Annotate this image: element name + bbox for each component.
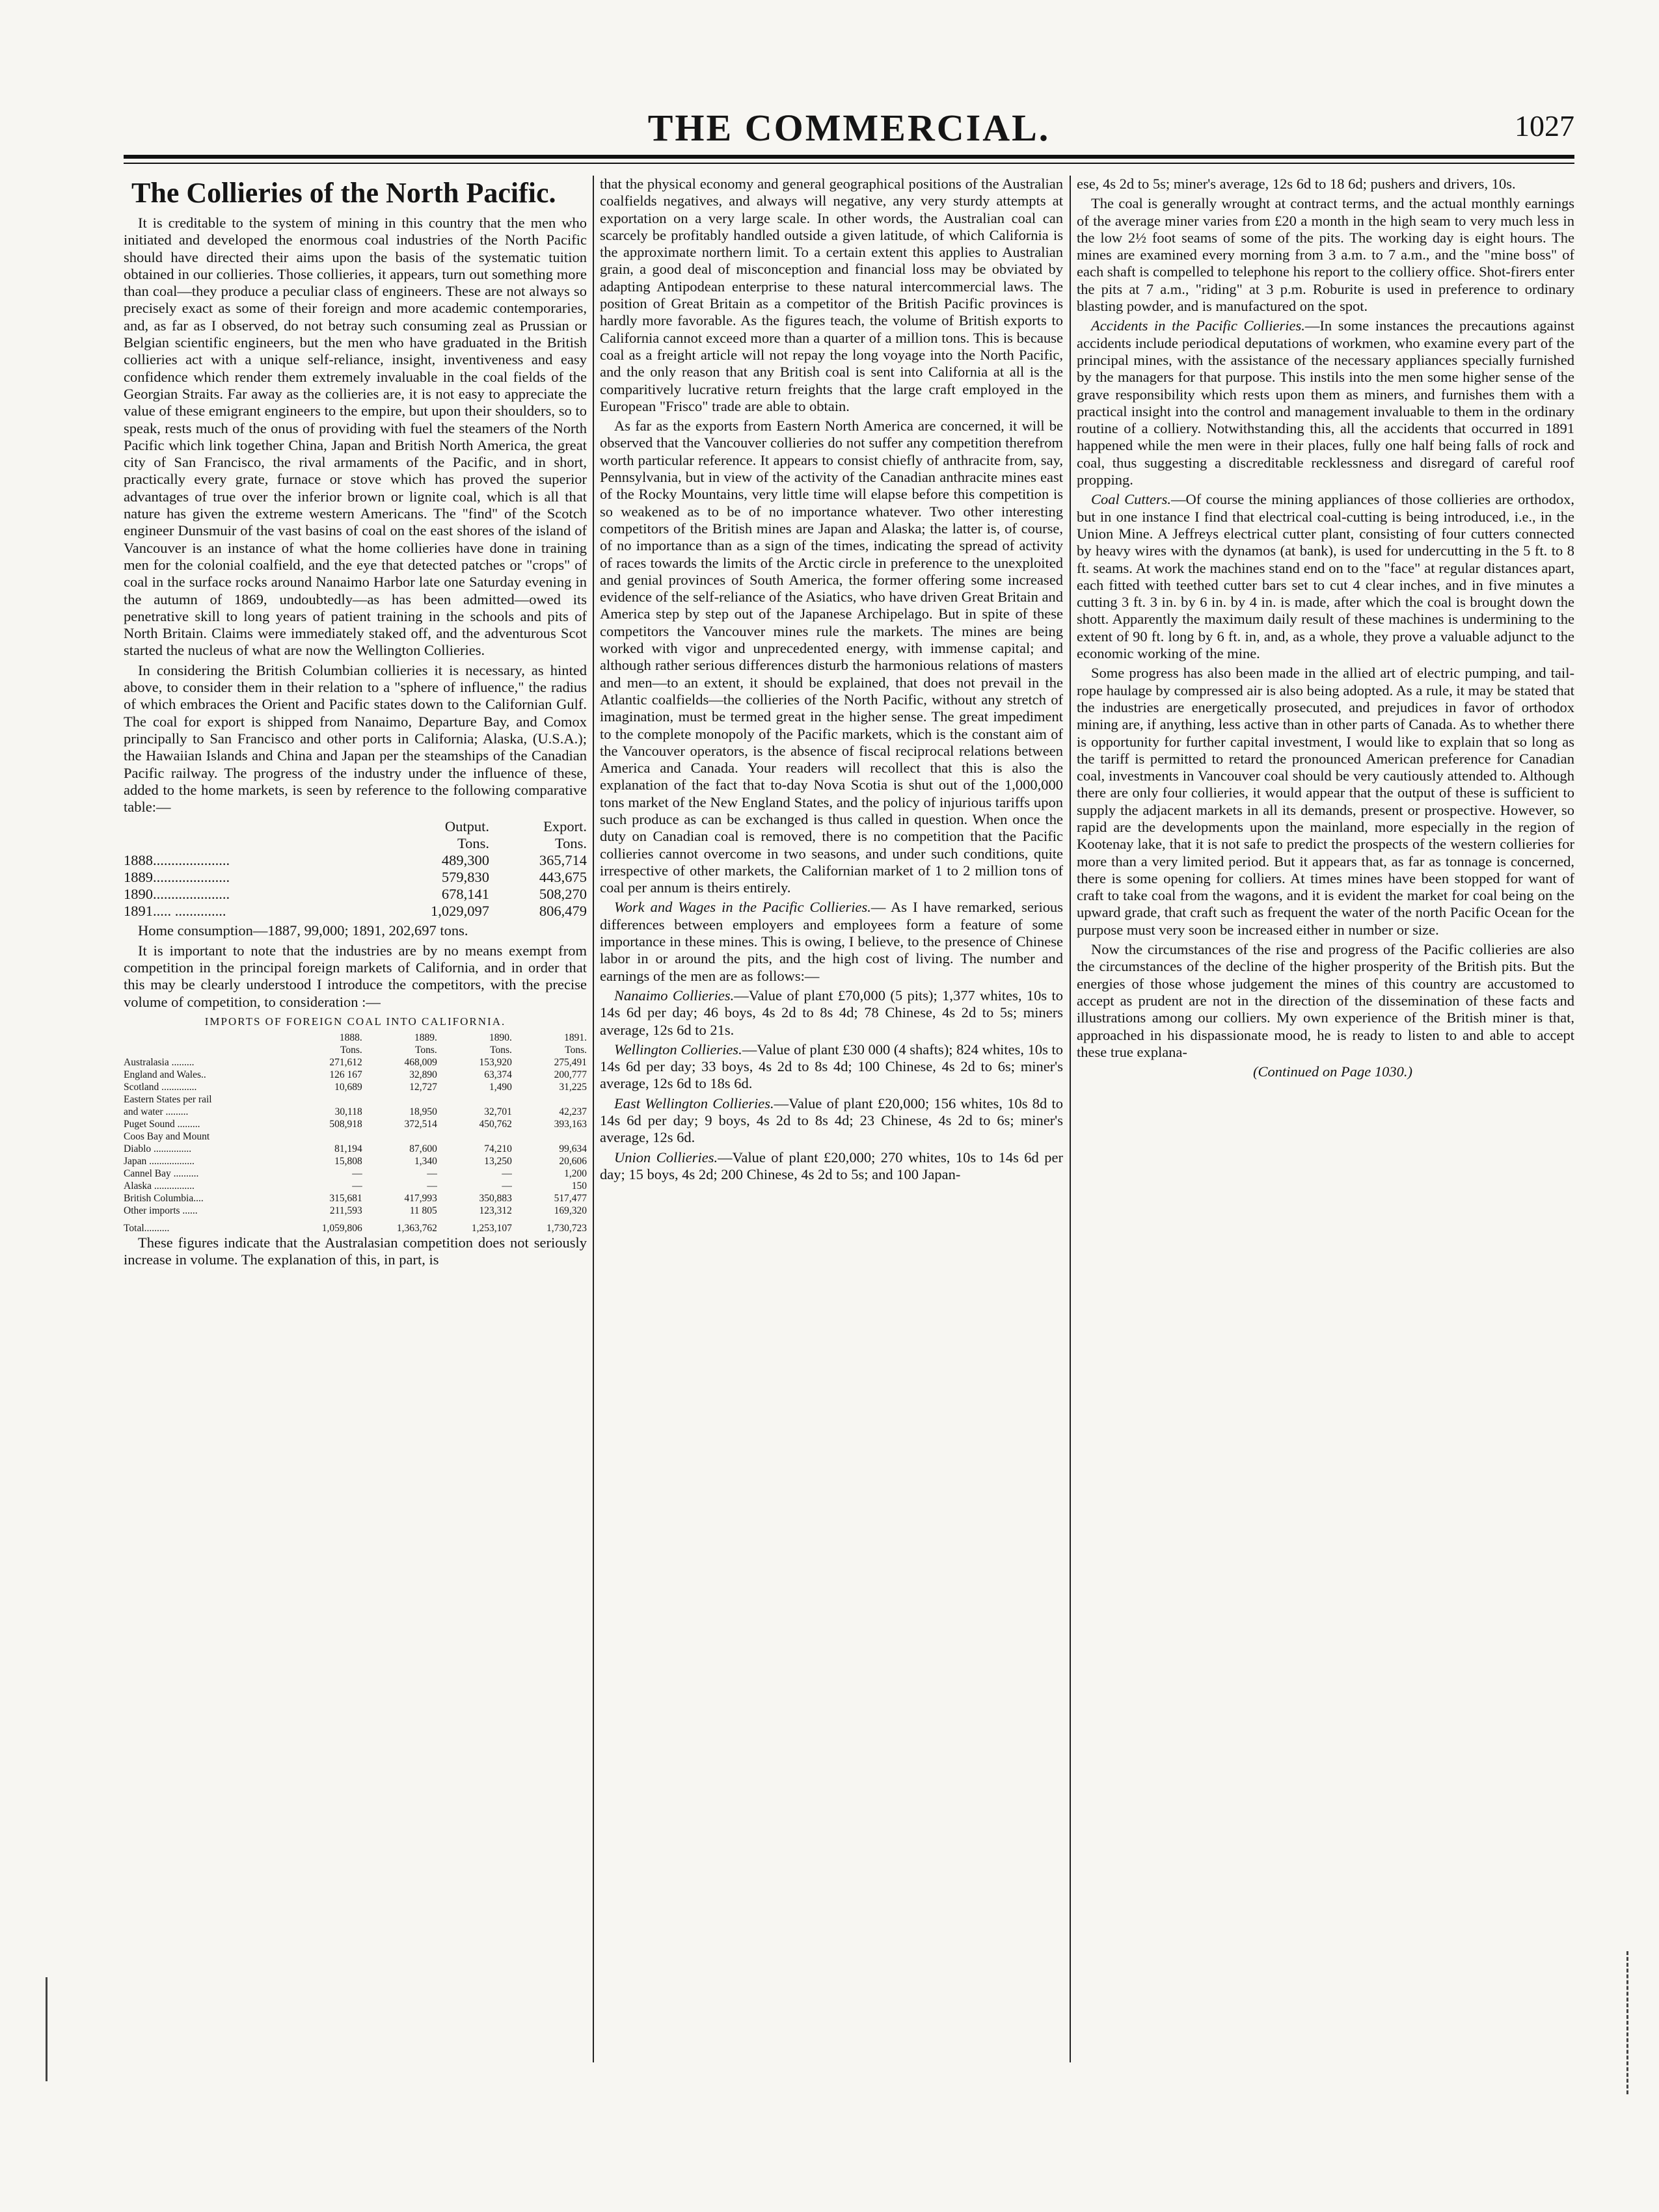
value-cell: 468,009 [404, 1057, 437, 1069]
column-unit: Tons. [457, 835, 489, 852]
table-row [124, 1106, 587, 1118]
source-cell: Scotland .............. [124, 1082, 197, 1093]
section-text: —Value of plant £70,000 (5 pits); 1,377 whites, 10s to 14s 6d per day; 46 boys, 4s 2d to 8s 4d; 78 Chinese, 4s 2d to 5s; miners average, 12s 6d to 21s. [600, 987, 1063, 1038]
total-cell: 1,730,723 [546, 1223, 587, 1234]
page-number: 1027 [1515, 109, 1574, 142]
output-cell: 489,300 [441, 852, 489, 869]
value-cell: 450,762 [479, 1119, 512, 1130]
paragraph: In considering the British Columbian collieries it is necessary, as hinted above, to consider them in their relation to a "sphere of influence," the radius of which embraces the Orient and Pacific states down to the Californian Gulf. The coal for export is shipped from Nanaimo, Departure Bay, and Comox principally to San Francisco and other ports in California; Alaska, (U.S.A.); the Hawaiian Islands and China and Japan per the steamships of the Canadian Pacific railway. The progress of the industry under the influence of these, added to the home markets, is seen by reference to the following comparative table:— [124, 661, 587, 816]
unit-header: Tons. [490, 1045, 512, 1056]
value-cell [512, 1130, 587, 1143]
paragraph: that the physical economy and general geographical positions of the Australian coalfields negatives, and always will negative, any very sturdy attempts at exportation on a very large scale. In other words, the Australian coal can scarcely be profitably handled outside a given latitude, of which California is the approximate northern limit. To a certain extent this applies to Australian grain, a good deal of misconception and financial loss may be obviated by adapting Antipodean enterprise to these natural intercommercial laws. The position of Great Britain as a competitor of the British Pacific provinces is hardly more favorable. As the figures teach, the volume of British exports to California cannot exceed more than a quarter of a million tons. This is because coal as a freight article will not repay the long voyage into the North Pacific, and the only reason that any British coal is sent into California at all is the comparitively lucrative return freights that the large craft employed in the European "Frisco" trade are able to obtain. [600, 176, 1063, 414]
output-cell: 678,141 [441, 886, 489, 903]
year-header: 1891. [564, 1032, 587, 1044]
export-cell: 508,270 [539, 886, 587, 903]
value-cell: — [427, 1168, 437, 1180]
total-label: Total.......... [124, 1223, 170, 1234]
article-title: The Collieries of the North Pacific. [131, 177, 556, 209]
value-cell: 13,250 [484, 1156, 512, 1167]
value-cell: — [502, 1168, 512, 1180]
column-1 [124, 176, 587, 2062]
year-header: 1889. [414, 1032, 437, 1044]
year-header: 1890. [489, 1032, 512, 1044]
header-rule-thin [124, 163, 1574, 164]
value-cell: 1,490 [489, 1082, 512, 1093]
value-cell: — [427, 1180, 437, 1192]
section-heading: Work and Wages in the Pacific Collieries. [614, 899, 871, 916]
source-cell: Diablo ............... [124, 1143, 192, 1155]
continued-note: (Continued on Page 1030.) [1253, 1063, 1412, 1080]
unit-header: Tons. [565, 1045, 587, 1056]
unit-header: Tons. [340, 1045, 362, 1056]
value-cell: — [352, 1180, 362, 1192]
value-cell [362, 1093, 437, 1106]
value-cell: 211,593 [329, 1205, 362, 1217]
section-text: — As I have remarked, serious differences between employers and employees form a feature of some importance in these mines. This is owing, I believe, to the presence of Chinese labor in or around the pits, and the high cost of living. The number and earnings of the men are as follows:— [600, 899, 1063, 984]
source-cell: England and Wales.. [124, 1069, 206, 1081]
paragraph [600, 899, 1063, 984]
value-cell [437, 1093, 512, 1106]
source-cell: Cannel Bay .......... [124, 1168, 199, 1180]
section-heading: Nanaimo Collieries. [614, 987, 735, 1004]
value-cell: 153,920 [479, 1057, 512, 1069]
total-cell: 1,253,107 [471, 1223, 512, 1234]
export-cell: 806,479 [539, 903, 587, 920]
output-export-table [124, 818, 587, 920]
table-row [124, 1069, 587, 1081]
source-cell: Australasia ......... [124, 1057, 195, 1069]
paragraph [600, 1041, 1063, 1093]
source-cell: and water ......... [124, 1106, 189, 1118]
value-cell: 271,612 [329, 1057, 362, 1069]
source-cell: Japan .................. [124, 1156, 195, 1167]
source-cell: Alaska ................ [124, 1180, 195, 1192]
table-row [124, 1205, 587, 1217]
year-cell: 1889..................... [124, 869, 230, 886]
column-divider [593, 176, 594, 2062]
masthead [124, 101, 1574, 159]
value-cell: 11 805 [409, 1205, 437, 1217]
value-cell [288, 1093, 362, 1106]
value-cell [512, 1093, 587, 1106]
value-cell: 315,681 [329, 1193, 362, 1205]
export-cell: 365,714 [539, 852, 587, 869]
table-row [124, 1056, 587, 1069]
output-cell: 579,830 [441, 869, 489, 886]
section-heading: East Wellington Collieries. [614, 1095, 774, 1112]
value-cell: 372,514 [404, 1119, 437, 1130]
table-row [124, 869, 587, 886]
value-cell: 32,890 [409, 1069, 437, 1081]
section-heading: Accidents in the Pacific Collieries. [1091, 317, 1305, 334]
table-row [124, 1143, 587, 1155]
paragraph: It is creditable to the system of mining in this country that the men who initiated and developed the enormous coal industries of the North Pacific should have directed their aims upon the basis of the systematic tuition obtained in our collieries. Those collieries, it appears, turn out something more than coal—they produce a peculiar class of engineers. These are not always so precisely exact as some of their foreign and more academic contemporaries, and, as far as I observed, do not betray such consuming zeal as Prussian or Belgian scientific engineers, but the men who have graduated in the British collieries act with a unique self-reliance, insight, inventiveness and easy confidence which render them extremely invaluable in the coal fields of the Georgian Straits. Far away as the collieries are, it is not easy to appreciate the value of these emigrant engineers to the empire, but upon their shoulders, so to speak, rests much of the onus of providing with fuel the steamers of the North Pacific which link together China, Japan and British North America, the great city of San Francisco, the rival armaments of the Pacific, and in short, practically every grate, furnace or stove which has proved the superior advantages of true over the inferior brown or lignite coal, which is all that nature has given the extreme western Americans. The "find" of the Scotch engineer Dunsmuir of the vast basins of coal on the east shores of the island of Vancouver is an instance of what the home collieries have done in training men for the colonial coalfield, and the eye that detected patches or "crops" of coal in the surface rocks around Nanaimo Harbor late one Saturday evening in the autumn of 1869, undoubtedly—as has been admitted—owed its penetrative skill to long years of patient training in the schools and pits of North Britain. Claims were immediately staked off, and the adventurous Scot started the nucleus of what are now the Wellington Collieries. [124, 215, 587, 659]
paragraph [600, 987, 1063, 1039]
value-cell: 417,993 [404, 1193, 437, 1205]
column-header: Output. [444, 818, 489, 835]
paragraph [600, 1149, 1063, 1184]
source-cell: Coos Bay and Mount [124, 1131, 210, 1143]
paragraph: Home consumption—1887, 99,000; 1891, 202,697 tons. [138, 922, 468, 939]
value-cell: 63,374 [484, 1069, 512, 1081]
value-cell: 42,237 [559, 1106, 587, 1118]
value-cell: — [502, 1180, 512, 1192]
table-row [124, 1118, 587, 1130]
imports-table-body [124, 1056, 587, 1217]
journal-title: THE COMMERCIAL. [647, 107, 1051, 149]
column-2 [600, 176, 1063, 2062]
table-row [124, 1167, 587, 1180]
column-3 [1077, 176, 1574, 2062]
unit-header: Tons. [415, 1045, 437, 1056]
value-cell: 393,163 [554, 1119, 587, 1130]
value-cell [437, 1130, 512, 1143]
total-row [124, 1217, 587, 1234]
value-cell: 18,950 [409, 1106, 437, 1118]
value-cell: 30,118 [334, 1106, 362, 1118]
table-row [124, 1093, 587, 1106]
source-cell: British Columbia.... [124, 1193, 204, 1205]
value-cell: 275,491 [554, 1057, 587, 1069]
value-cell: 1,200 [564, 1168, 587, 1180]
paragraph: Now the circumstances of the rise and progress of the Pacific collieries are also the circumstances of the decline of the higher prosperity of the British pits. But the energies of those whose judgement the mines of this country are accustomed to accept as prudent are not in the direction of the dissemination of these facts and illustrations among our colliers. My own experience of the British miner is that, approached in his dispassionate mood, he is ready to listen to and able to accept these true explana- [1077, 941, 1574, 1060]
table-row [124, 1155, 587, 1167]
value-cell: 1,340 [414, 1156, 437, 1167]
value-cell: 350,883 [479, 1193, 512, 1205]
section-heading: Wellington Collieries. [614, 1041, 742, 1058]
table-row [124, 1130, 587, 1143]
value-cell: 15,808 [334, 1156, 362, 1167]
value-cell: 31,225 [559, 1082, 587, 1093]
table-row [124, 886, 587, 903]
section-text: —Value of plant £20,000; 156 whites, 10s 8d to 14s 6d per day; 9 boys, 4s 2d to 8s 4d; 23 Chinese, 4s 2d to 6s; miner's average, 12s 6d. [600, 1095, 1063, 1146]
paragraph: As far as the exports from Eastern North America are concerned, it will be observed that the Vancouver collieries do not suffer any competition therefrom worth particular reference. It appears to consist chiefly of anthracite from, say, Pennsylvania, but in view of the activity of the Canadian anthracite mines east of the Rocky Mountains, very little time will elapse before this competition is so weakened as to be of no importance whatever. Two other interesting competitors of the British mines are Japan and Alaska; the latter is, of course, of no importance than as a sign of the times, indicating the spread of activity of races towards the limits of the Arctic circle in preference to the unexploited and genial provinces of South America, the former offering some increased evidence of the self-reliance of the Asiatics, who have driven Great Britain and America step by step out of the Japanese Archipelago. But in spite of these competitors the Vancouver mines rule the markets. The mines are being worked with vigor and unprecedented energy, with immense capital; and although rather serious differences disturb the harmonious relations of masters and men—to an extent, it should be explained, that does not prevail in the Atlantic coalfields—the collieries of the North Pacific, without any stretch of imagination, must be termed great in the higher sense. The great impediment to the complete monopoly of the Pacific markets, which is the constant aim of the Vancouver operators, is the absence of fiscal reciprocal relations between America and Canada. Your readers will recollect that this is also the explanation of the fact that to-day Nova Scotia is shut out of the 1,000,000 tons market of the New England States, and the policy of injurious tariffs upon such produce as can be exchanged is thus called in question. When once the duty on Canadian coal is removed, there is no competition that the Pacific collieries cannot overcome in two seasons, and under such conditions, quite irrespective of other markets, the Californian market of 1 to 2 million tons of coal per annum is theirs entirely. [600, 418, 1063, 896]
value-cell: 150 [571, 1180, 587, 1192]
value-cell: 517,477 [554, 1193, 587, 1205]
section-heading: Coal Cutters. [1091, 491, 1171, 508]
total-cell: 1,363,762 [396, 1223, 437, 1234]
imports-table-title: IMPORTS OF FOREIGN COAL INTO CALIFORNIA. [204, 1015, 506, 1028]
paragraph: The coal is generally wrought at contract terms, and the actual monthly earnings of the average miner varies from £20 a month in the high seam to very much less in the low 2½ foot seams of some of the pits. The working day is eight hours. The mines are examined every morning from 3 a.m. to 7 a.m., and the "mine boss" of each shaft is compelled to telephone his report to the colliery office. Shot-firers enter the pits at 7 a.m., "riding" at 3 p.m. Roburite is used in preference to ordinary blasting powder, and is manufactured on the spot. [1077, 195, 1574, 315]
table-row [124, 852, 587, 869]
export-cell: 443,675 [539, 869, 587, 886]
paragraph: ese, 4s 2d to 5s; miner's average, 12s 6d to 18 6d; pushers and drivers, 10s. [1077, 176, 1516, 192]
column-divider [1070, 176, 1071, 2062]
source-cell: Other imports ...... [124, 1205, 198, 1217]
table-row [124, 903, 587, 920]
section-heading: Union Collieries. [614, 1149, 718, 1166]
section-text: —Value of plant £20,000; 270 whites, 10s to 14s 6d per day; 15 boys, 4s 2d; 200 Chinese, 4s 2d to 5s; and 100 Japan- [600, 1149, 1063, 1182]
paragraph [1077, 491, 1574, 662]
table-row [124, 1081, 587, 1093]
header-rule-thick [124, 155, 1574, 159]
value-cell [362, 1130, 437, 1143]
section-text: —Of course the mining appliances of those collieries are orthodox, but in one instance I find that electrical coal-cutting is being introduced, i.e., in the Union Mine. A Jeffreys electrical cutter plant, consisting of four cutters connected by heavy wires with the dynamos (at bank), is used for undercutting in the 5 ft. to 8 ft. seams. At work the machines stand end on to the "face" at regular distances apart, each fitted with teethed cutter bars set to cut 4 clear inches, and in five minutes a cutting 3 ft. 3 in. by 6 in. by 4 in. is made, after which the coal is brought down the shott. Apparently the maximum daily result of these machines is undermining to the extent of 90 ft. long by 6 ft. in, and, as a whole, they prove a valuable adjunct to the economic working of the mine. [1077, 491, 1574, 662]
paragraph: It is important to note that the industries are by no means exempt from competition in the principal foreign markets of California, and in order that this may be clearly understood I introduce the competitors, with the precise volume of competition, to consideration :— [124, 942, 587, 1010]
value-cell: 87,600 [409, 1143, 437, 1155]
section-text: —Value of plant £30 000 (4 shafts); 824 whites, 10s to 14s 6d per day; 33 boys, 4s 2d to 8s 4d; 100 Chinese, 4s 2d to 6s; miner's average, 12s 6d to 18s 6d. [600, 1041, 1063, 1092]
source-cell: Puget Sound ......... [124, 1119, 200, 1130]
column-header: Export. [543, 818, 587, 835]
value-cell: 12,727 [409, 1082, 437, 1093]
paragraph: Some progress has also been made in the allied art of electric pumping, and tail-rope haulage by compressed air is also being adopted. As a rule, it may be stated that the industries are energetically prosecuted, and prejudices in favor of orthodox mining are, if anything, less active than in other parts of Canada. As to whether there is opportunity for further capital investment, I would like to explain that so long as the tariff is permitted to retard the pronounced American preference for Canadian coal, investments in Vancouver coal should be very cautiously attended to. Although there are only four collieries, it would appear that the output of these is sufficient to supply the adjacent markets in all its demands, present or prospective. However, so rapid are the developments upon the mainland, more especially in the region of Kootenay lake, that it is not safe to predict the prospects of the western collieries for more than a very limited period. But it appears that, as far as tonnage is concerned, there is some opening for colliers. At times mines have been stopped for want of craft to take coal from the wagons, and it is evident the market for coal being on the upward grade, that craft such as frequent the water of the north Pacific Ocean for the purpose must very soon be increased either in number or size. [1077, 665, 1574, 938]
source-cell: Eastern States per rail [124, 1094, 212, 1106]
year-header: 1888. [339, 1032, 362, 1044]
value-cell: 81,194 [334, 1143, 362, 1155]
year-cell: 1888..................... [124, 852, 230, 869]
value-cell: 123,312 [479, 1205, 512, 1217]
value-cell: — [352, 1168, 362, 1180]
year-cell: 1891..... .............. [124, 903, 226, 920]
paragraph [1077, 317, 1574, 488]
table-row [124, 1192, 587, 1205]
scan-edge-mark [1626, 1951, 1628, 2094]
value-cell: 32,701 [484, 1106, 512, 1118]
value-cell: 200,777 [554, 1069, 587, 1081]
value-cell: 126 167 [329, 1069, 362, 1081]
value-cell: 10,689 [334, 1082, 362, 1093]
value-cell [288, 1130, 362, 1143]
section-text: —In some instances the precautions against accidents include periodical deputations of workmen, who examine every part of the principal mines, with the assistance of the necessary appliances specially furnished by the managers for that purpose. This instils into the men some higher sense of the grave responsibility which rests upon them as miners, and furnishes them with a practical insight into the control and management invaluable to them in the ordinary routine of a colliery. Notwithstanding this, all the accidents that occurred in 1891 happened while the men were in their places, fully one half being falls of rock and coal, thus suggesting a discreditable recklessness and disregard of careful roof propping. [1077, 317, 1574, 488]
value-cell: 74,210 [484, 1143, 512, 1155]
output-cell: 1,029,097 [431, 903, 489, 920]
scan-edge-mark [46, 1977, 47, 2081]
value-cell: 99,634 [559, 1143, 587, 1155]
imports-table [124, 1032, 587, 1234]
value-cell: 169,320 [554, 1205, 587, 1217]
paragraph: These figures indicate that the Australasian competition does not seriously increase in volume. The explanation of this, in part, is [124, 1234, 587, 1268]
year-cell: 1890..................... [124, 886, 230, 903]
table-row [124, 1180, 587, 1192]
total-cell: 1,059,806 [321, 1223, 362, 1234]
value-cell: 20,606 [559, 1156, 587, 1167]
value-cell: 508,918 [329, 1119, 362, 1130]
column-unit: Tons. [554, 835, 587, 852]
paragraph [600, 1095, 1063, 1147]
